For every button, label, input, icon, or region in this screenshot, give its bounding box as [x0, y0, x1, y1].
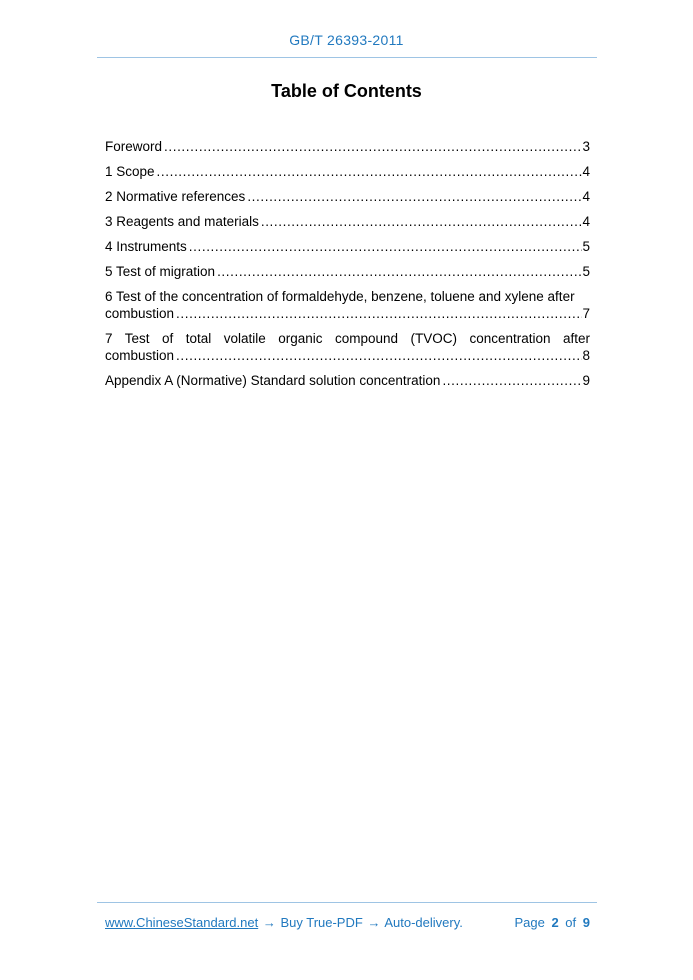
toc-page-number: 9	[582, 373, 590, 388]
footer-divider	[97, 902, 597, 903]
website-link[interactable]: www.ChineseStandard.net	[105, 915, 259, 930]
auto-delivery-text: Auto-delivery.	[384, 915, 463, 930]
toc-page-number: 5	[582, 264, 590, 279]
dotted-leader	[261, 213, 583, 230]
toc-entry-label: 1 Scope	[105, 164, 155, 179]
toc-entry-scope	[105, 163, 590, 180]
toc-entry-test-of-migration	[105, 263, 590, 280]
toc-entry-label-line2: combustion	[105, 348, 175, 363]
toc-entry-label: 2 Normative references	[105, 189, 246, 204]
toc-entry-label: 4 Instruments	[105, 239, 187, 254]
table-of-contents	[105, 138, 590, 397]
toc-entry-label-line1: 6 Test of the concentration of formaldehyde, benzene, toluene and xylene after	[105, 289, 575, 304]
page-label: Page	[514, 915, 545, 930]
page-title: Table of Contents	[271, 81, 422, 101]
toc-entry-normative-references	[105, 188, 590, 205]
toc-entry-tvoc-test	[105, 330, 590, 364]
arrow-icon: →	[367, 915, 381, 930]
dotted-leader	[164, 138, 582, 155]
page-footer	[105, 914, 590, 931]
toc-page-number: 4	[582, 164, 590, 179]
toc-entry-label: Foreword	[105, 139, 163, 154]
toc-entry-foreword	[105, 138, 590, 155]
dotted-leader	[176, 305, 582, 322]
toc-entry-label-line2: combustion	[105, 306, 175, 321]
current-page-number: 2	[551, 915, 559, 930]
toc-entry-appendix-a	[105, 372, 590, 389]
toc-entry-instruments	[105, 238, 590, 255]
toc-page-number: 4	[582, 214, 590, 229]
of-label: of	[565, 915, 577, 930]
toc-page-number: 8	[582, 348, 590, 363]
toc-page-number: 3	[582, 139, 590, 154]
dotted-leader	[442, 372, 582, 389]
buy-pdf-text: Buy True-PDF	[280, 915, 363, 930]
dotted-leader	[176, 347, 582, 364]
footer-promo	[105, 914, 463, 931]
dotted-leader	[189, 238, 583, 255]
toc-page-number: 7	[582, 306, 590, 321]
toc-entry-formaldehyde-test	[105, 288, 590, 322]
arrow-icon: →	[262, 915, 276, 930]
total-page-number: 9	[582, 915, 590, 930]
toc-entry-label-line1: 7 Test of total volatile organic compound (TVOC) concentration after	[105, 331, 590, 346]
dotted-leader	[247, 188, 582, 205]
header-divider	[97, 57, 597, 58]
toc-entry-label: 3 Reagents and materials	[105, 214, 259, 229]
dotted-leader	[157, 163, 583, 180]
document-number: GB/T 26393-2011	[289, 32, 404, 48]
toc-entry-label: 5 Test of migration	[105, 264, 216, 279]
toc-entry-label: Appendix A (Normative) Standard solution concentration	[105, 373, 441, 388]
toc-page-number: 4	[582, 189, 590, 204]
dotted-leader	[217, 263, 582, 280]
toc-entry-reagents-materials	[105, 213, 590, 230]
toc-page-number: 5	[582, 239, 590, 254]
page-indicator	[514, 914, 590, 931]
